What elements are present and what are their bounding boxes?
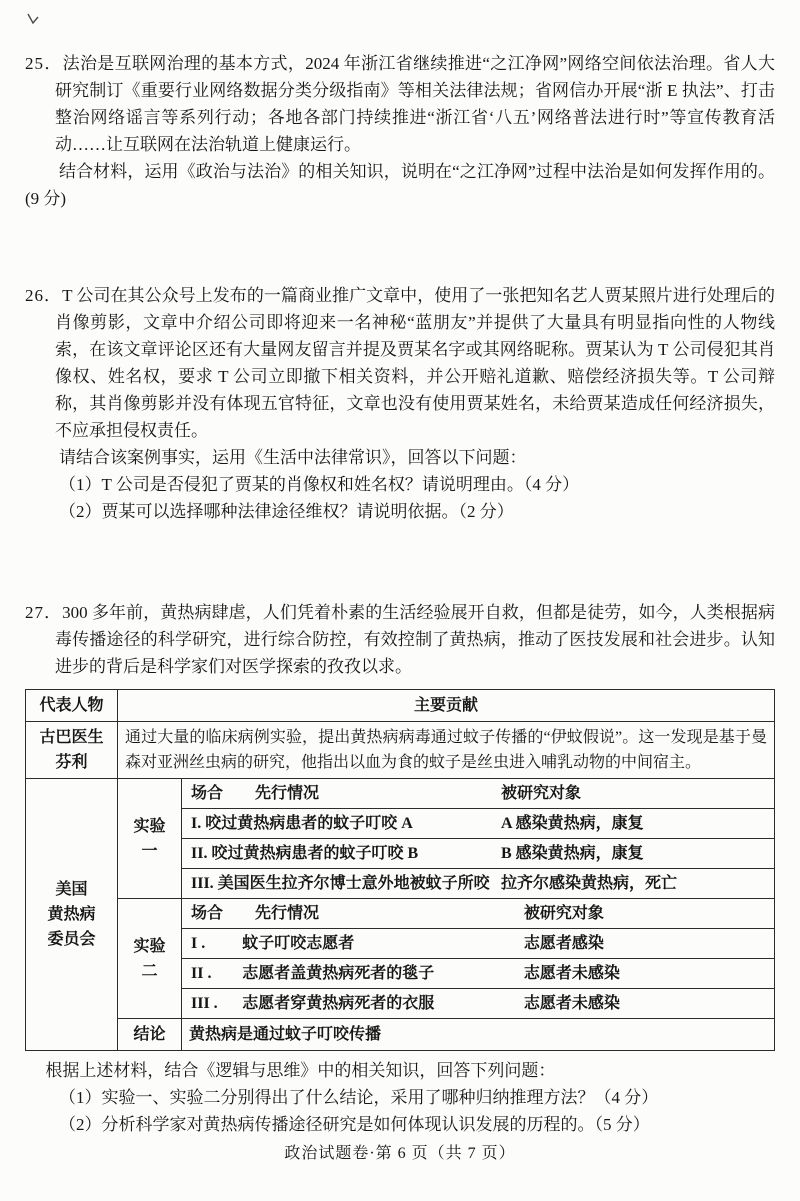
registration-mark-icon — [26, 6, 40, 33]
exp2-col-antecedent: 先行情况 — [255, 905, 320, 922]
experiment-1-label-cell — [118, 779, 182, 899]
question-25-body — [25, 50, 775, 158]
finlay-person-cell — [26, 722, 118, 779]
exp1-row-1 — [182, 809, 774, 839]
exp2-row-3-number: III . — [191, 995, 218, 1012]
question-26-sub1: （1）T 公司是否侵犯了贾某的肖像权和姓名权？请说明理由。（4 分） — [59, 475, 580, 494]
experiment-1-content-cell — [182, 779, 775, 899]
finlay-contribution-cell: 通过大量的临床病例实验，提出黄热病病毒通过蚊子传播的“伊蚊假说”。这一发现是基于曼森对亚洲丝虫病的研究，他指出以血为食的蚊子是丝虫进入哺乳动物的中间宿主。 — [118, 722, 775, 779]
experiment-2-label-cell — [118, 899, 182, 1019]
page-footer: 政治试题卷·第 6 页（共 7 页） — [284, 1145, 516, 1162]
exp1-col-occasion: 场合 — [191, 785, 224, 802]
question-26-body — [25, 282, 775, 444]
yellow-fever-research-table — [25, 689, 775, 1051]
exp1-row-1-condition: I. 咬过黄热病患者的蚊子叮咬 A — [191, 815, 413, 832]
question-27-sub2: （2）分析科学家对黄热病传播途径研究是如何体现认识发展的历程的。（5 分） — [59, 1115, 650, 1134]
table-row-experiment-1 — [26, 779, 775, 899]
header-contribution-cell: 主要贡献 — [118, 690, 775, 722]
exp2-row-2 — [182, 959, 774, 989]
question-27-outro: 根据上述材料，结合《逻辑与思维》中的相关知识，回答下列问题： — [45, 1061, 556, 1080]
exp2-row-3 — [182, 989, 774, 1018]
committee-person-line2: 黄热病 — [47, 906, 96, 923]
question-25-task: 结合材料，运用《政治与法治》的相关知识，说明在“之江净网”过程中法治是如何发挥作用的。(9 分) — [25, 162, 775, 208]
committee-person-line1: 美国 — [55, 881, 88, 898]
experiment-2-content-cell — [182, 899, 775, 1019]
exp2-row-2-number: II . — [191, 965, 212, 982]
exp1-row-3-condition: III. 美国医生拉齐尔博士意外地被蚊子所咬 — [191, 875, 490, 892]
exp1-row-2 — [182, 839, 774, 869]
exp2-col-occasion: 场合 — [191, 905, 224, 922]
question-27-number: 27． — [25, 603, 63, 622]
experiment-2-label-line2: 二 — [141, 962, 158, 980]
finlay-person-line2: 芬利 — [55, 754, 88, 771]
exp2-row-3-result: 志愿者未感染 — [523, 995, 620, 1012]
table-row-conclusion — [26, 1019, 775, 1051]
table-row-experiment-2 — [26, 899, 775, 1019]
question-26-intro: 请结合该案例事实，运用《生活中法律常识》，回答以下问题： — [59, 448, 527, 467]
exp2-row-1-condition: 蚊子叮咬志愿者 — [242, 935, 355, 952]
header-person-cell: 代表人物 — [26, 690, 118, 722]
exp2-row-2-result: 志愿者未感染 — [523, 965, 620, 982]
question-26-number: 26． — [25, 286, 63, 305]
question-26 — [25, 282, 775, 525]
table-row-finlay — [26, 722, 775, 779]
exp1-col-antecedent: 先行情况 — [255, 785, 320, 802]
conclusion-text-cell: 黄热病是通过蚊子叮咬传播 — [182, 1019, 775, 1051]
question-25-number: 25． — [25, 54, 63, 73]
exp1-row-1-result: A 感染黄热病，康复 — [500, 815, 644, 832]
question-27-text: 300 多年前，黄热病肆虐，人们凭着朴素的生活经验展开自救，但都是徒劳，如今，人类根据病毒传播途径的科学研究，进行综合防控，有效控制了黄热病，推动了医技发展和社会进步。认知进步的背后是科学家们对医学探索的孜孜以求。 — [55, 603, 775, 676]
exp2-col-subject: 被研究对象 — [523, 905, 604, 922]
question-26-sub2: （2）贾某可以选择哪种法律途径维权？请说明依据。（2 分） — [59, 502, 514, 521]
question-27 — [25, 599, 775, 1138]
exp2-row-3-condition: 志愿者穿黄热病死者的衣服 — [242, 995, 435, 1012]
exp1-row-3-result: 拉齐尔感染黄热病，死亡 — [500, 875, 677, 892]
exp1-col-subject: 被研究对象 — [500, 785, 581, 802]
experiment-2-label-line1: 实验 — [133, 937, 166, 955]
question-25-text: 法治是互联网治理的基本方式，2024 年浙江省继续推进“之江净网”网络空间依法治理。省人大研究制订《重要行业网络数据分类分级指南》等相关法律法规；省网信办开展“浙 E 执法”、打击整治网络谣言等系列行动；各地各部门持续推进“浙江省‘八五’网络普法进行时”等宣传教育活动……让互联网在法治轨道上健康运行。 — [55, 54, 776, 154]
question-25 — [25, 50, 775, 212]
question-27-body — [25, 599, 775, 680]
exp2-row-1-result: 志愿者感染 — [523, 935, 604, 952]
question-26-text: T 公司在其公众号上发布的一篇商业推广文章中，使用了一张把知名艺人贾某照片进行处理后的肖像剪影，文章中介绍公司即将迎来一名神秘“蓝朋友”并提供了大量具有明显指向性的人物线索，在该文章评论区还有大量网友留言并提及贾某名字或其网络昵称。贾某认为 T 公司侵犯其肖像权、姓名权，要求 T 公司立即撤下相关资料，并公开赔礼道歉、赔偿经济损失等。T 公司辩称，其肖像剪影并没有体现五官特征，文章也没有使用贾某姓名，未给贾某造成任何经济损失，不应承担侵权责任。 — [55, 286, 775, 440]
exp1-row-3 — [182, 869, 774, 898]
question-27-sub1: （1）实验一、实验二分别得出了什么结论，采用了哪种归纳推理方法？（4 分） — [59, 1088, 659, 1107]
committee-person-line3: 委员会 — [47, 931, 96, 948]
committee-person-cell — [26, 779, 118, 1051]
exp1-row-2-condition: II. 咬过黄热病患者的蚊子叮咬 B — [191, 845, 419, 862]
exp1-row-2-result: B 感染黄热病，康复 — [500, 845, 644, 862]
exp2-row-2-condition: 志愿者盖黄热病死者的毯子 — [242, 965, 435, 982]
experiment-1-header-row — [182, 779, 774, 809]
exp2-row-1 — [182, 929, 774, 959]
exp2-row-1-number: I . — [191, 935, 206, 952]
experiment-1-label-line2: 一 — [141, 842, 158, 860]
finlay-person-line1: 古巴医生 — [39, 729, 104, 746]
experiment-1-label-line1: 实验 — [133, 817, 166, 835]
experiment-2-header-row — [182, 899, 774, 929]
conclusion-label-cell: 结论 — [118, 1019, 182, 1051]
table-header-row — [26, 690, 775, 722]
